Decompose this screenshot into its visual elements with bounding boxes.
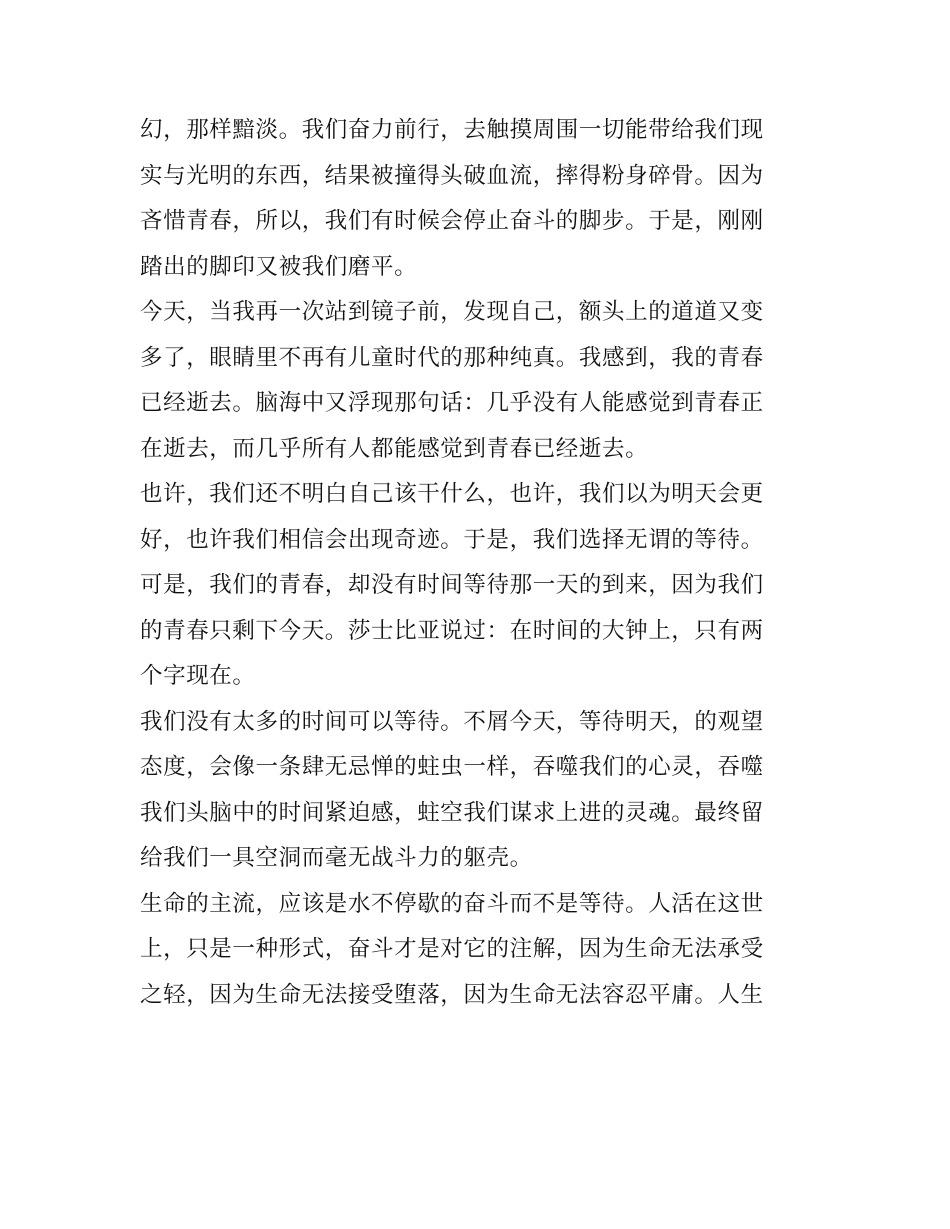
text-line: 也许，我们还不明白自己该干什么，也许，我们以为明天会更 — [140, 481, 764, 507]
text-line: 给我们一具空洞而毫无战斗力的躯壳。 — [140, 845, 533, 871]
text-line: 多了，眼睛里不再有儿童时代的那种纯真。我感到，我的青春 — [140, 344, 764, 371]
text-line: 我们头脑中的时间紧迫感，蛀空我们谋求上进的灵魂。最终留 — [140, 799, 764, 826]
text-line: 生命的主流，应该是水不停歇的奋斗而不是等待。人活在这世 — [140, 890, 764, 917]
text-line: 我们没有太多的时间可以等待。不屑今天，等待明天，的观望 — [140, 708, 764, 735]
text-line: 幻，那样黯淡。我们奋力前行，去触摸周围一切能带给我们现 — [140, 117, 764, 143]
text-line: 可是，我们的青春，却没有时间等待那一天的到来，因为我们 — [140, 572, 764, 598]
text-line: 今天，当我再一次站到镜子前，发现自己，额头上的道道又变 — [140, 299, 764, 325]
text-line: 在逝去，而几乎所有人都能感觉到青春已经逝去。 — [140, 435, 649, 462]
text-line: 已经逝去。脑海中又浮现那句话：几乎没有人能感觉到青春正 — [140, 390, 764, 416]
text-line: 好，也许我们相信会出现奇迹。于是，我们选择无谓的等待。 — [140, 526, 764, 553]
document-body — [140, 108, 812, 1018]
text-line: 个字现在。 — [140, 663, 256, 689]
text-line: 吝惜青春，所以，我们有时候会停止奋斗的脚步。于是，刚刚 — [140, 208, 764, 234]
text-line: 之轻，因为生命无法接受堕落，因为生命无法容忍平庸。人生 — [140, 981, 764, 1008]
text-line: 上，只是一种形式，奋斗才是对它的注解，因为生命无法承受 — [140, 936, 764, 962]
text-line: 的青春只剩下今天。莎士比亚说过：在时间的大钟上，只有两 — [140, 617, 764, 644]
text-line: 态度，会像一条肆无忌惮的蛀虫一样，吞噬我们的心灵，吞噬 — [140, 754, 764, 780]
text-line: 实与光明的东西，结果被撞得头破血流，摔得粉身碎骨。因为 — [140, 162, 764, 189]
text-line: 踏出的脚印又被我们磨平。 — [140, 253, 418, 280]
